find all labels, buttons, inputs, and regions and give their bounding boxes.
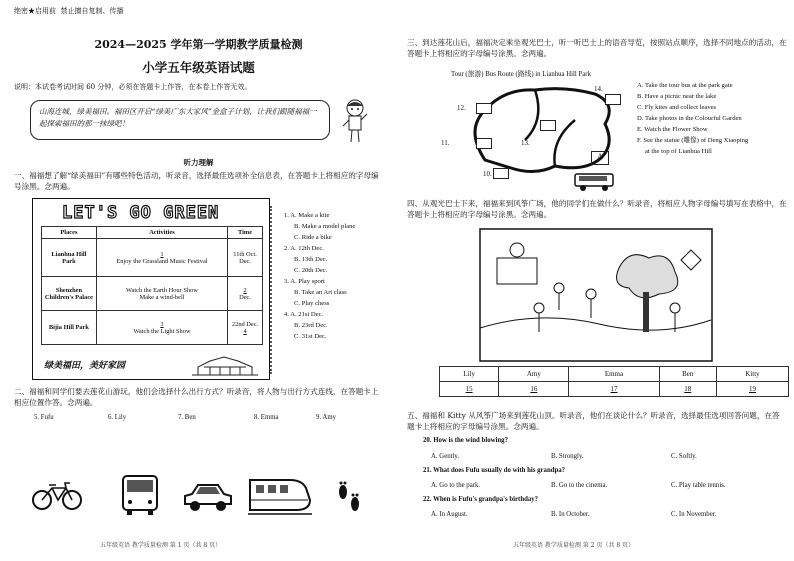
map-label-10: 10. bbox=[483, 170, 492, 178]
name-amy: 9. Amy bbox=[316, 414, 337, 421]
map-box-14 bbox=[605, 94, 621, 105]
time-cell: 11th Oct. Dec. bbox=[228, 239, 263, 277]
binding-rings bbox=[270, 206, 276, 374]
intro-bubble: 山海连城，绿美福田。福田区开启“绿美广东大家风”金盒子计划，让我们跟随福福一起探索福田的那一抹绿吧！ bbox=[30, 100, 330, 140]
q21-option-a: A. Go to the park. bbox=[431, 482, 481, 489]
map-label-14: 14. bbox=[594, 85, 603, 93]
q1-text: 一、福福想了解“绿美福田”有哪些特色活动，听录音，选择最佳选项补全信息表，在答题卡上将相应的字母编号涂黑。念两遍。 bbox=[14, 171, 379, 191]
bicycle-icon bbox=[32, 480, 82, 512]
name-ben: 7. Ben bbox=[178, 414, 196, 421]
map-box-12 bbox=[476, 103, 492, 114]
q2-text: 二、福福和同学们要去莲花山游玩，他们会选择什么出行方式？听录音，将人物与出行方式连线，在答题卡上相应位置作答。念两遍。 bbox=[14, 387, 379, 407]
name-emma: 8. Emma bbox=[254, 414, 279, 421]
slogan: 绿美福田，美好家园 bbox=[44, 361, 126, 371]
map-title: Tour (旅游) Bus Route (路线) in Lianhua Hill Park bbox=[451, 71, 591, 78]
q21-question: 21. What does Fufu usually do with his grandpa? bbox=[423, 467, 566, 474]
q22-option-b: B. In October. bbox=[551, 511, 590, 518]
tour-bus-icon bbox=[573, 172, 617, 192]
people-table bbox=[439, 366, 789, 397]
exam-note: 说明：本试卷考试时间 60 分钟，必须在答题卡上作答，在本卷上作答无效。 bbox=[14, 83, 252, 91]
q21-option-b: B. Go to the cinema. bbox=[551, 482, 608, 489]
q21-option-c: C. Play table tennis. bbox=[671, 482, 726, 489]
bus-route-map bbox=[455, 80, 625, 182]
q3-text: 三、到达莲花山后，福福决定乘坐观光巴士，听一听巴士上的语音导览，按照站点顺序，选择不同地点的活动，在答题卡上将相应的字母编号涂黑。念两遍。 bbox=[407, 38, 787, 58]
lets-go-green-banner: LET'S GO GREEN bbox=[62, 203, 220, 223]
activity-cell: 3 Watch the Light Show bbox=[96, 311, 227, 345]
name-lily: 6. Lily bbox=[108, 414, 127, 421]
map-box-13 bbox=[540, 120, 556, 131]
person-name: Amy bbox=[499, 367, 569, 382]
place-cell: Lianhua Hill Park bbox=[42, 239, 97, 277]
map-box-a: A bbox=[591, 151, 609, 165]
answer-blank: 18 bbox=[659, 382, 716, 397]
map-label-12: 12. bbox=[457, 104, 466, 112]
header-places: Places bbox=[42, 227, 97, 239]
bus-icon bbox=[120, 474, 160, 516]
place-cell: Shenzhen Children's Palace bbox=[42, 277, 97, 311]
footer-right: 五年级英语 教学质量检测 第 2 页（共 8 页） bbox=[513, 542, 635, 549]
place-cell: Bijia Hill Park bbox=[42, 311, 97, 345]
name-fufu: 5. Fufu bbox=[34, 414, 54, 421]
map-box-10 bbox=[493, 168, 509, 179]
q4-text: 四、从观光巴士下来，福福来到风筝广场，他的同学们在做什么？听录音，将相应人物字母编号填写在表格中，在答题卡上将相应的字母编号涂黑。念两遍。 bbox=[407, 199, 787, 219]
map-box-11 bbox=[476, 138, 492, 149]
activity-cell: 1 Enjoy the Grassland Music Festival bbox=[96, 239, 227, 277]
person-name: Lily bbox=[440, 367, 499, 382]
train-icon bbox=[246, 476, 314, 516]
person-name: Emma bbox=[569, 367, 659, 382]
exam-subtitle: 小学五年级英语试题 bbox=[142, 60, 255, 75]
q20-option-c: C. Softly. bbox=[671, 453, 697, 460]
answer-blank: 19 bbox=[716, 382, 788, 397]
building-icon bbox=[190, 355, 260, 377]
q1-options: 1. A. Make a kite B. Make a model plane C. Ride a bike 2. A. 12th Dec. B. 13th Dec. C. 20th Dec. 3. A. Play sport B. Take an Art class C. Play chess 4. A. 21st Dec. B. 23rd Dec. C. 31st Dec. bbox=[284, 212, 356, 340]
footprints-icon bbox=[334, 480, 364, 516]
answer-blank: 17 bbox=[569, 382, 659, 397]
person-name: Ben bbox=[659, 367, 716, 382]
answer-blank: 15 bbox=[440, 382, 499, 397]
time-cell: 2 Dec. bbox=[228, 277, 263, 311]
exam-title: 2024—2025 学年第一学期教学质量检测 bbox=[94, 38, 303, 51]
footer-left: 五年级英语 教学质量检测 第 1 页（共 8 页） bbox=[100, 542, 222, 549]
kite-square-picture bbox=[479, 228, 713, 362]
map-label-13: 13. bbox=[521, 139, 530, 147]
header-time: Time bbox=[228, 227, 263, 239]
q22-option-c: C. In November. bbox=[671, 511, 717, 518]
map-label-11: 11. bbox=[441, 139, 450, 147]
time-cell: 22nd Dec. 4 bbox=[228, 311, 263, 345]
q20-option-a: A. Gently. bbox=[431, 453, 460, 460]
fufu-character-icon bbox=[340, 98, 370, 144]
q20-question: 20. How is the wind blowing? bbox=[423, 437, 508, 444]
car-icon bbox=[182, 482, 234, 514]
right-page bbox=[397, 0, 794, 561]
section-listening: 听力理解 bbox=[183, 158, 214, 167]
header-activities: Activities bbox=[96, 227, 227, 239]
q22-question: 22. When is Fufu's grandpa's birthday? bbox=[423, 496, 539, 503]
activity-cell: Watch the Earth Hour Show Make a wind-bell bbox=[96, 277, 227, 311]
person-name: Kitty bbox=[716, 367, 788, 382]
q3-options: A. Take the tour bus at the park gate B. Have a picnic near the lake C. Fly kites and collect leaves D. Take photos in the Colourful Garden E. Watch the Flower Show F. See the statue (雕像) of Deng Xiaoping at the top of Lianhua Hill bbox=[637, 82, 749, 155]
q5-text: 五、福福和 Kitty 从风筝广场来到莲花山顶。听录音，他们在谈论什么？听录音，选择最佳选项回答问题，在答题卡上将相应的字母编号涂黑。念两遍。 bbox=[407, 411, 780, 431]
exam-secret-label: 绝密★启用前 禁止擅自复制、传播 bbox=[14, 7, 124, 15]
schedule-table bbox=[41, 226, 263, 345]
q20-option-b: B. Strongly. bbox=[551, 453, 584, 460]
answer-blank: 16 bbox=[499, 382, 569, 397]
q22-option-a: A. In August. bbox=[431, 511, 468, 518]
